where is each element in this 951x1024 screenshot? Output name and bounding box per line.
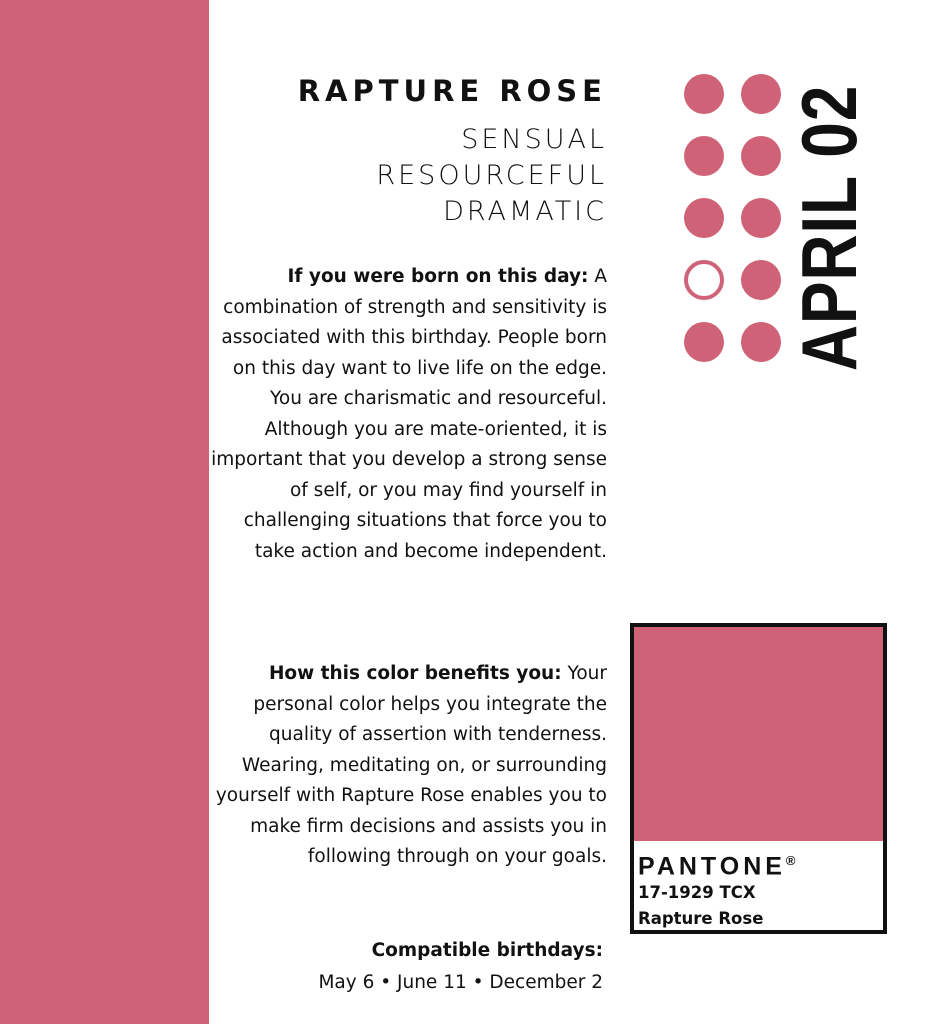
color-band	[0, 0, 209, 1024]
pantone-color-name: Rapture Rose	[638, 909, 764, 929]
calendar-dot	[741, 198, 781, 238]
compatible-dates: May 6 • June 11 • December 2	[318, 972, 603, 993]
trait: RESOURCEFUL	[376, 160, 607, 191]
calendar-dot	[684, 322, 724, 362]
pantone-code: 17-1929 TCX	[638, 883, 756, 903]
registered-mark: ®	[785, 853, 796, 868]
calendar-dot	[684, 198, 724, 238]
traits-list	[376, 122, 607, 230]
born-label: If you were born on this day:	[287, 266, 589, 287]
trait: SENSUAL	[461, 124, 607, 155]
calendar-dot-empty	[684, 260, 724, 300]
benefits-label: How this color benefits you:	[268, 663, 562, 684]
color-swatch	[634, 627, 883, 841]
benefits-text: Your personal color helps you integrate the quality of assertion with tenderness. Wearing, meditating on, or surrounding yourself with Rapture Rose enables you to make firm decisions and assists you in following through on your goals.	[215, 663, 607, 867]
date-label: APRIL 02	[785, 84, 873, 372]
compatible-birthdays	[318, 935, 603, 999]
trait: DRAMATIC	[443, 196, 607, 227]
calendar-dot	[741, 136, 781, 176]
born-text: A combination of strength and sensitivity is associated with this birthday. People born on this day want to live life on the edge. You are charismatic and resourceful. Although you are mate-oriented, it is important that you develop a strong sense of self, or you may find yourself in challenging situations that force you to take action and become independent.	[211, 266, 607, 562]
pantone-brand	[638, 847, 883, 880]
calendar-dot	[684, 74, 724, 114]
born-paragraph	[207, 262, 607, 567]
benefits-paragraph	[207, 659, 607, 873]
calendar-dot	[741, 260, 781, 300]
calendar-dot	[684, 136, 724, 176]
calendar-dot	[741, 74, 781, 114]
pantone-card	[630, 623, 887, 934]
color-title: RAPTURE ROSE	[297, 74, 607, 108]
calendar-dot	[741, 322, 781, 362]
pantone-brand-text: PANTONE	[638, 852, 786, 881]
compatible-label: Compatible birthdays:	[371, 940, 603, 961]
